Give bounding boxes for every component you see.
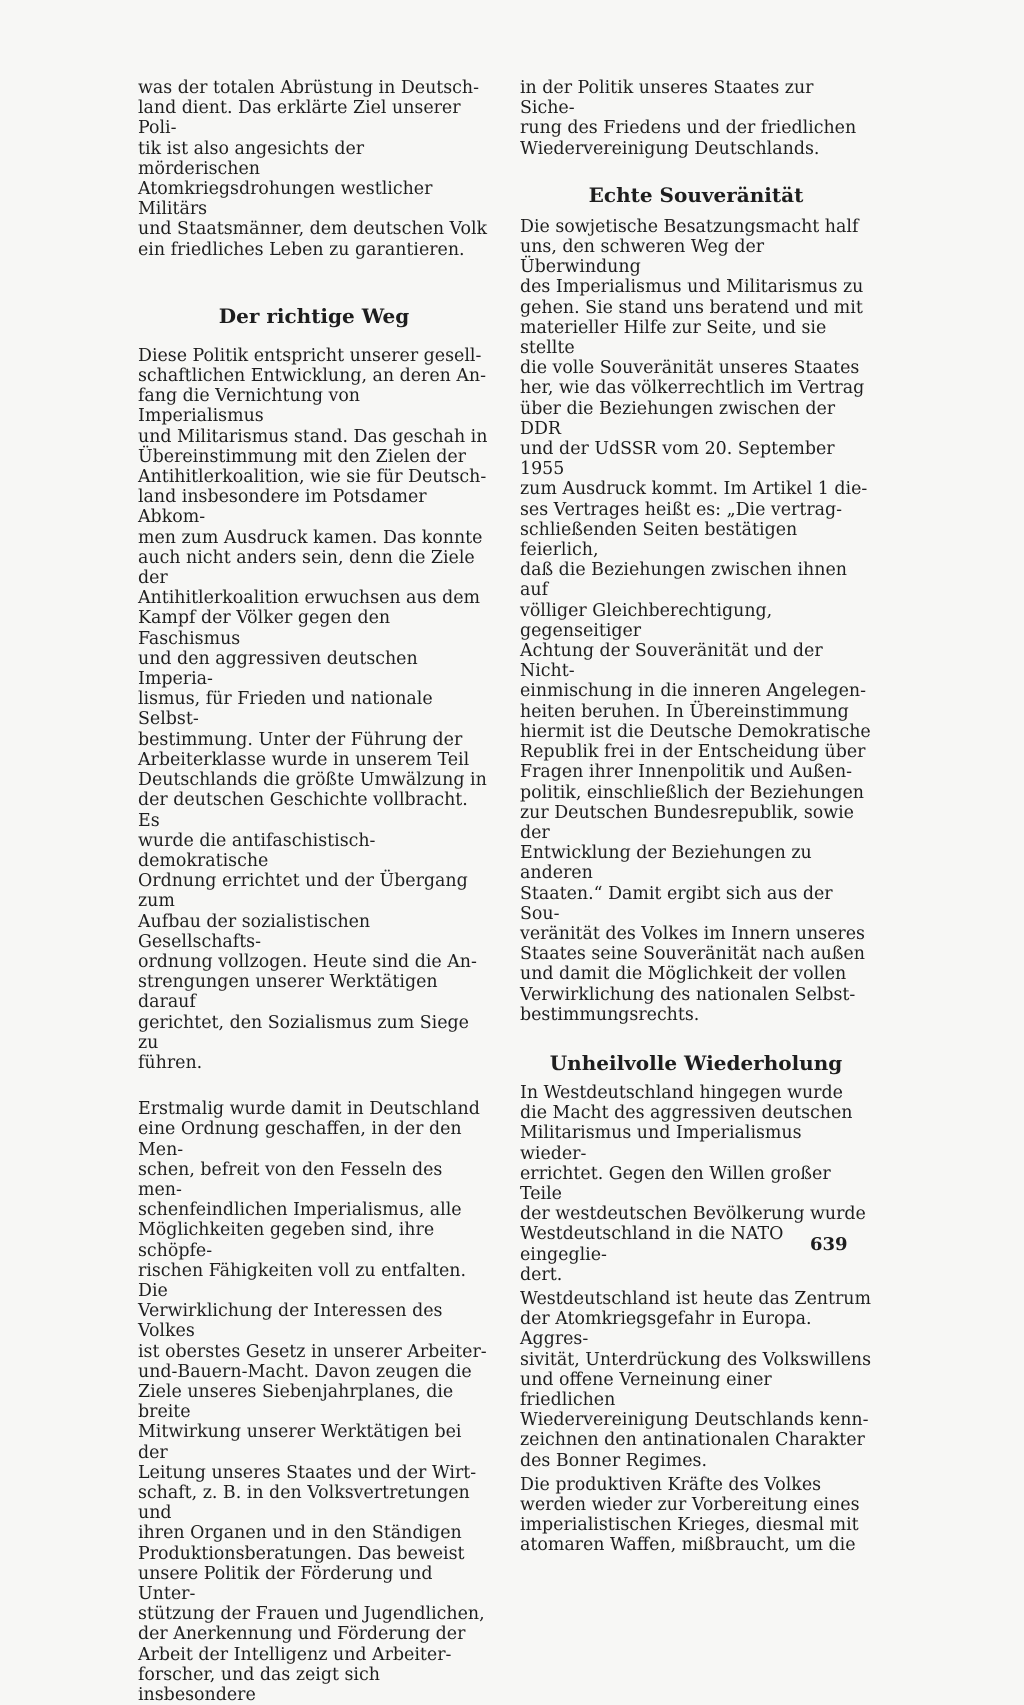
left-paragraph-1: was der totalen Abrüstung in Deutsch- land dient. Das erklärte Ziel unserer Poli- tik ist also angesichts der mörderischen Atomkriegsdrohungen westlicher Militärs und Staatsmänner, dem deutschen Volk ein friedliches Leben zu garantieren. (138, 78, 488, 260)
page-number: 639 (810, 1234, 848, 1255)
left-paragraph-3: Erstmalig wurde damit in Deutschland eine Ordnung geschaffen, in der den Men- schen, befreit von den Fesseln des men- schenfeindlichen Imperialismus, alle Möglichkeiten gegeben sind, ihre schöpfe- rischen Fähigkeiten voll zu entfalten. Die Verwirklichung der Interessen des Volkes ist oberstes Gesetz in unserer Arbeiter- und-Bauern-Macht. Davon zeugen die Ziele unseres Siebenjahrplanes, die breite Mitwirkung unserer Werktätigen bei der Leitung unseres Staates und der Wirt- schaft, z. B. in den Volksvertretungen und ihren Organen und in den Ständigen Produktionsberatungen. Das beweist unsere Politik der Förderung und Unter- stützung der Frauen und Jugendlichen, der Anerkennung und Förderung der Arbeit der Intelligenz und Arbeiter- forscher, und das zeigt sich insbesondere (138, 1099, 487, 1705)
left-column (138, 78, 490, 1705)
right-column (520, 78, 872, 1556)
right-paragraph-2: Die sowjetische Besatzungsmacht half uns, den schweren Weg der Überwindung des Imperialismus und Militarismus zu gehen. Sie stand uns beratend und mit materieller Hilfe zur Seite, und sie stellte die volle Souveränität unseres Staates her, wie das völkerrechtlich im Vertrag über die Beziehungen zwischen der DDR und der UdSSR vom 20. September 1955 zum Ausdruck kommt. Im Artikel 1 die- ses Vertrages heißt es: „Die vertrag- schließenden Seiten bestätigen feierlich, daß die Beziehungen zwischen ihnen auf völliger Gleichberechtigung, gegenseitiger Achtung der Souveränität und der Nicht- einmischung in die inneren Angelegen- heiten beruhen. In Übereinstimmung hiermit ist die Deutsche Demokratische Republik frei in der Entscheidung über Fragen ihrer Innenpolitik und Außen- politik, einschließlich der Beziehungen zur Deutschen Bundesrepublik, sowie der Entwicklung der Beziehungen zu anderen Staaten.“ Damit ergibt sich aus der Sou- veränität des Volkes im Innern unseres Staates seine Souveränität nach außen und damit die Möglichkeit der vollen Verwirklichung des nationalen Selbst- bestimmungsrechts. (520, 216, 871, 1025)
section-heading-unheilvolle-wiederholung: Unheilvolle Wiederholung (549, 1050, 843, 1075)
right-paragraph-1: in der Politik unseres Staates zur Siche- rung des Friedens und der friedlichen Wiedervereinigung Deutschlands. (520, 78, 857, 159)
left-paragraph-2: Diese Politik entspricht unserer gesell- schaftlichen Entwicklung, an deren An- fang die Vernichtung von Imperialismus und Militarismus stand. Das geschah in Übereinstimmung mit den Zielen der Antihitlerkoalition, wie sie für Deutsch- land insbesondere im Potsdamer Abkom- men zum Ausdruck kamen. Das konnte auch nicht anders sein, denn die Ziele der Antihitlerkoalition erwuchsen aus dem Kampf der Völker gegen den Faschismus und den aggressiven deutschen Imperia- lismus, für Frieden und nationale Selbst- bestimmung. Unter der Führung der Arbeiterklasse wurde in unserem Teil Deutschlands die größte Umwälzung in der deutschen Geschichte vollbracht. Es wurde die antifaschistisch-demokratische Ordnung errichtet und der Übergang zum Aufbau der sozialistischen Gesellschafts- ordnung vollzogen. Heute sind die An- strengungen unserer Werktätigen darauf gerichtet, den Sozialismus zum Siege zu führen. (138, 345, 488, 1073)
section-heading-echte-souveranitat: Echte Souveränität (588, 182, 804, 207)
right-paragraph-3: In Westdeutschland hingegen wurde die Macht des aggressiven deutschen Militarismus und Imperialismus wieder- errichtet. Gegen den Willen großer Teile der westdeutschen Bevölkerung wurde Westdeutschland in die NATO eingeglie- dert. (520, 1082, 866, 1285)
section-heading-der-richtige-weg: Der richtige Weg (218, 303, 410, 328)
right-paragraph-4: Westdeutschland ist heute das Zentrum der Atomkriegsgefahr in Europa. Aggres- sivität, Unterdrückung des Volkswillens und offene Verneinung einer friedlichen Wiedervereinigung Deutschlands kenn- zeichnen den antinationalen Charakter des Bonner Regimes. (520, 1288, 872, 1471)
right-paragraph-5: Die produktiven Kräfte des Volkes werden wieder zur Vorbereitung eines imperialistischen Krieges, diesmal mit atomaren Waffen, mißbraucht, um die (520, 1474, 860, 1556)
